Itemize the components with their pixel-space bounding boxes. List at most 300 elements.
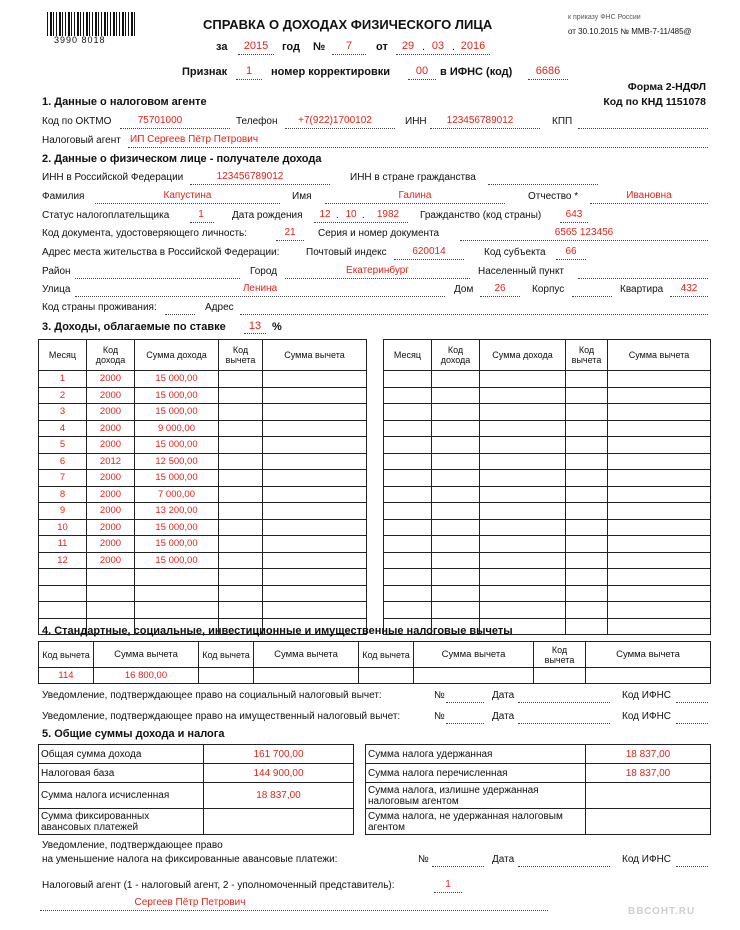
birth-year[interactable]: 1982: [376, 209, 400, 220]
income-sum-cell[interactable]: [480, 437, 566, 454]
income-code-cell[interactable]: [87, 585, 135, 602]
income-code-cell[interactable]: [432, 437, 480, 454]
income-code-cell[interactable]: 2000: [87, 404, 135, 421]
deduction-code-cell[interactable]: [566, 503, 608, 520]
form-title: СПРАВКА О ДОХОДАХ ФИЗИЧЕСКОГО ЛИЦА: [203, 17, 493, 32]
col-deduction-code: Код вычета: [566, 340, 608, 371]
empty-cell[interactable]: [199, 668, 254, 684]
deduction-sum-cell[interactable]: [608, 470, 711, 487]
income-sum-cell[interactable]: 15 000,00: [135, 371, 219, 388]
house-value[interactable]: 26: [494, 283, 506, 294]
deduction-sum-cell[interactable]: [263, 470, 367, 487]
notice-fixed-line2: на уменьшение налога на фиксированные авансовые платежи:: [42, 854, 338, 865]
income-sum-cell[interactable]: 15 000,00: [135, 387, 219, 404]
deduction-code-cell[interactable]: [566, 453, 608, 470]
foreign-address-label: Адрес: [205, 302, 234, 313]
agent-type-value[interactable]: 1: [445, 879, 451, 890]
month-cell[interactable]: 11: [39, 536, 87, 553]
income-code-cell[interactable]: [432, 569, 480, 586]
doc-series-label: Серия и номер документа: [318, 228, 440, 239]
income-sum-cell[interactable]: [135, 585, 219, 602]
month-cell[interactable]: [384, 503, 432, 520]
deduction-sum-cell[interactable]: [608, 602, 711, 619]
income-sum-cell[interactable]: [480, 404, 566, 421]
month-cell[interactable]: [384, 519, 432, 536]
no-label: №: [434, 711, 445, 722]
income-code-cell[interactable]: [432, 585, 480, 602]
deduction-sum-cell[interactable]: [608, 486, 711, 503]
table-row: [384, 602, 711, 619]
tax-base-value[interactable]: 144 900,00: [204, 764, 354, 783]
tax-calc-label: Сумма налога исчисленная: [39, 783, 204, 809]
form-name: Форма 2-НДФЛ: [627, 81, 706, 93]
ded-code-header: Код вычета: [199, 642, 254, 668]
table-row: [39, 371, 367, 388]
deduction-code-cell[interactable]: [566, 437, 608, 454]
month-cell[interactable]: [384, 420, 432, 437]
table-row: [39, 470, 367, 487]
col-deduction-sum: Сумма вычета: [263, 340, 367, 371]
month-cell[interactable]: 4: [39, 420, 87, 437]
income-code-cell[interactable]: 2000: [87, 437, 135, 454]
building-label: Корпус: [532, 284, 565, 295]
table-row: [384, 371, 711, 388]
col-income-code: Код дохода: [87, 340, 135, 371]
deduction-sum-cell[interactable]: [263, 404, 367, 421]
table-row: [39, 387, 367, 404]
month-cell[interactable]: [384, 552, 432, 569]
deduction-sum-cell[interactable]: [263, 387, 367, 404]
deduction-sum-cell[interactable]: [608, 519, 711, 536]
table-row: [384, 437, 711, 454]
deduction-code-cell[interactable]: [219, 602, 263, 619]
deduction-sum-cell[interactable]: [263, 453, 367, 470]
address-label: Адрес места жительства в Российской Федерации:: [42, 247, 280, 258]
deduction-code-cell[interactable]: [219, 404, 263, 421]
month-cell[interactable]: [384, 404, 432, 421]
month-cell[interactable]: [384, 486, 432, 503]
country-label: Код страны проживания:: [42, 302, 157, 313]
income-code-cell[interactable]: [432, 503, 480, 520]
ded-sum-header: Сумма вычета: [414, 642, 534, 668]
tax-calc-value[interactable]: 18 837,00: [204, 783, 354, 809]
table-row: [39, 420, 367, 437]
deduction-code-cell[interactable]: [219, 437, 263, 454]
month-cell[interactable]: [384, 602, 432, 619]
corr-value[interactable]: 00: [415, 65, 429, 77]
deduction-sum-cell[interactable]: [263, 437, 367, 454]
income-sum-cell[interactable]: [480, 602, 566, 619]
section4-title: 4. Стандартные, социальные, инвестиционные и имущественные налоговые вычеты: [42, 625, 513, 637]
month-cell[interactable]: [384, 437, 432, 454]
table-row: [384, 420, 711, 437]
col-month: Месяц: [39, 340, 87, 371]
section2-title: 2. Данные о физическом лице - получателе дохода: [42, 153, 322, 165]
date-month[interactable]: 03: [431, 40, 445, 52]
col-income-sum: Сумма дохода: [480, 340, 566, 371]
deduction-sum-cell[interactable]: [263, 569, 367, 586]
month-cell[interactable]: 3: [39, 404, 87, 421]
ded-sum-header: Сумма вычета: [94, 642, 199, 668]
deduction-sum-cell[interactable]: [263, 486, 367, 503]
deduction-sum-cell[interactable]: [263, 371, 367, 388]
tax-paid-value[interactable]: 18 837,00: [586, 764, 711, 783]
income-code-cell[interactable]: 2000: [87, 552, 135, 569]
deduction-code-cell[interactable]: [566, 618, 608, 635]
year-value[interactable]: 2015: [243, 40, 269, 52]
order-line1: к приказу ФНС России: [568, 14, 641, 21]
deduction-code-cell[interactable]: [219, 536, 263, 553]
month-cell[interactable]: [384, 387, 432, 404]
deduction-code-cell[interactable]: [566, 387, 608, 404]
deduction-code-cell[interactable]: [566, 552, 608, 569]
fixed-payments-value[interactable]: [204, 809, 354, 835]
year-label: год: [282, 41, 300, 53]
tax-paid-label: Сумма налога перечисленная: [366, 764, 586, 783]
empty-cell[interactable]: [254, 668, 359, 684]
income-sum-cell[interactable]: 15 000,00: [135, 519, 219, 536]
income-code-cell[interactable]: 2000: [87, 371, 135, 388]
month-cell[interactable]: 5: [39, 437, 87, 454]
income-code-cell[interactable]: 2000: [87, 519, 135, 536]
tax-excess-label: Сумма налога, излишне удержанная налоговым агентом: [366, 783, 586, 809]
city-value[interactable]: Екатеринбург: [346, 265, 409, 276]
month-cell[interactable]: 2: [39, 387, 87, 404]
region-value[interactable]: 66: [565, 246, 577, 257]
income-code-cell[interactable]: [432, 371, 480, 388]
col-deduction-code: Код вычета: [219, 340, 263, 371]
total-income-value[interactable]: 161 700,00: [204, 745, 354, 764]
month-cell[interactable]: [384, 585, 432, 602]
income-sum-cell[interactable]: [480, 503, 566, 520]
month-cell[interactable]: [384, 453, 432, 470]
deduction-sum-cell[interactable]: [263, 519, 367, 536]
income-sum-cell[interactable]: 12 500,00: [135, 453, 219, 470]
num-value[interactable]: 7: [345, 40, 353, 52]
deduction-sum-cell[interactable]: [263, 602, 367, 619]
section1-title: 1. Данные о налоговом агенте: [42, 96, 207, 108]
month-cell[interactable]: 10: [39, 519, 87, 536]
month-cell[interactable]: [384, 536, 432, 553]
month-cell[interactable]: 1: [39, 371, 87, 388]
table-row: [384, 387, 711, 404]
sign-value[interactable]: 1: [245, 65, 253, 77]
deduction-sum-cell[interactable]: [608, 371, 711, 388]
income-sum-cell[interactable]: [480, 519, 566, 536]
income-sum-cell[interactable]: [480, 420, 566, 437]
income-code-cell[interactable]: 2000: [87, 486, 135, 503]
income-sum-cell[interactable]: [480, 470, 566, 487]
income-sum-cell[interactable]: [480, 552, 566, 569]
patronymic-label: Отчество *: [528, 191, 579, 202]
ded-code-header: Код вычета: [359, 642, 414, 668]
date-day[interactable]: 29: [401, 40, 415, 52]
deduction-code-cell[interactable]: [566, 371, 608, 388]
inn-rf-value[interactable]: 123456789012: [216, 171, 284, 182]
from-label: от: [376, 41, 388, 53]
section5-title: 5. Общие суммы дохода и налога: [42, 728, 225, 740]
col-income-code: Код дохода: [432, 340, 480, 371]
deduction-code-cell[interactable]: [566, 404, 608, 421]
deduction-sum-cell[interactable]: [263, 503, 367, 520]
deduction-sum-cell[interactable]: [608, 552, 711, 569]
income-sum-cell[interactable]: [480, 585, 566, 602]
income-sum-cell[interactable]: 7 000,00: [135, 486, 219, 503]
col-income-sum: Сумма дохода: [135, 340, 219, 371]
income-code-cell[interactable]: [432, 552, 480, 569]
deduction-code-cell[interactable]: [219, 552, 263, 569]
table-row: [384, 404, 711, 421]
surname-value[interactable]: Капустина: [163, 190, 212, 201]
deduction-code-cell[interactable]: [219, 503, 263, 520]
date-year[interactable]: 2016: [460, 40, 486, 52]
income-sum-cell[interactable]: [135, 602, 219, 619]
deduction-sum-cell[interactable]: [263, 552, 367, 569]
deduction-code-cell[interactable]: [219, 387, 263, 404]
income-code-cell[interactable]: [432, 486, 480, 503]
inn-value[interactable]: 123456789012: [446, 115, 514, 126]
income-table-right: [383, 339, 711, 635]
income-sum-cell[interactable]: [480, 486, 566, 503]
deduction-code-cell[interactable]: [566, 519, 608, 536]
deduction-code-cell[interactable]: [219, 470, 263, 487]
empty-cell[interactable]: [359, 668, 414, 684]
tax-not-withheld-label: Сумма налога, не удержанная налоговым агентом: [366, 809, 586, 835]
region-label: Код субъекта: [484, 247, 546, 258]
table-row: [39, 453, 367, 470]
income-code-cell[interactable]: 2000: [87, 536, 135, 553]
totals-table: [38, 744, 711, 835]
ded-sum-header: Сумма вычета: [586, 642, 711, 668]
income-sum-cell[interactable]: [480, 453, 566, 470]
income-code-cell[interactable]: [432, 420, 480, 437]
deduction-sum-cell[interactable]: [263, 585, 367, 602]
month-cell[interactable]: [39, 585, 87, 602]
income-sum-cell[interactable]: 15 000,00: [135, 404, 219, 421]
empty-cell[interactable]: [534, 668, 586, 684]
date-label: Дата: [492, 711, 515, 722]
ifns-code-label: Код ИФНС: [622, 690, 672, 701]
deduction-code-cell[interactable]: [566, 470, 608, 487]
income-sum-cell[interactable]: 13 200,00: [135, 503, 219, 520]
table-row: [384, 585, 711, 602]
table-row: [39, 552, 367, 569]
deduction-sum-cell[interactable]: [608, 618, 711, 635]
corr-label: номер корректировки: [271, 66, 391, 78]
income-code-cell[interactable]: [87, 602, 135, 619]
ded-code-value[interactable]: 114: [39, 668, 94, 684]
deduction-sum-cell[interactable]: [608, 569, 711, 586]
month-cell[interactable]: [384, 371, 432, 388]
agent-label: Налоговый агент: [42, 135, 121, 146]
income-sum-cell[interactable]: 9 000,00: [135, 420, 219, 437]
deduction-code-cell[interactable]: [566, 602, 608, 619]
income-sum-cell[interactable]: [480, 536, 566, 553]
deduction-code-cell[interactable]: [566, 569, 608, 586]
notice-property: Уведомление, подтверждающее право на имущественный налоговый вычет:: [42, 711, 401, 722]
for-label: за: [216, 41, 228, 53]
birth-month[interactable]: 10: [345, 209, 357, 220]
table-row: [384, 453, 711, 470]
income-sum-cell[interactable]: 15 000,00: [135, 470, 219, 487]
district-label: Район: [42, 266, 71, 277]
no-label: №: [434, 690, 445, 701]
empty-cell[interactable]: [414, 668, 534, 684]
income-code-cell[interactable]: 2000: [87, 387, 135, 404]
table-row: [39, 486, 367, 503]
income-sum-cell[interactable]: 15 000,00: [135, 536, 219, 553]
fixed-payments-label: Сумма фиксированных авансовых платежей: [39, 809, 204, 835]
income-sum-cell[interactable]: [480, 569, 566, 586]
barcode: [47, 12, 137, 36]
ifns-code-label: Код ИФНС: [622, 854, 672, 865]
name-label: Имя: [292, 191, 312, 202]
deduction-sum-cell[interactable]: [608, 503, 711, 520]
doc-code-label: Код документа, удостоверяющего личность:: [42, 228, 248, 239]
status-value[interactable]: 1: [198, 209, 204, 220]
month-cell[interactable]: 9: [39, 503, 87, 520]
notice-social: Уведомление, подтверждающее право на социальный налоговый вычет:: [42, 690, 382, 701]
income-code-cell[interactable]: [432, 519, 480, 536]
month-cell[interactable]: 8: [39, 486, 87, 503]
income-code-cell[interactable]: 2012: [87, 453, 135, 470]
tax-withheld-label: Сумма налога удержанная: [366, 745, 586, 764]
table-row: [39, 519, 367, 536]
deduction-sum-cell[interactable]: [608, 420, 711, 437]
deduction-sum-cell[interactable]: [608, 536, 711, 553]
phone-value[interactable]: +7(922)1700102: [298, 115, 372, 126]
name-value[interactable]: Галина: [398, 190, 432, 201]
locality-label: Населенный пункт: [478, 266, 565, 277]
table-row: [39, 585, 367, 602]
income-code-cell[interactable]: [87, 569, 135, 586]
income-sum-cell[interactable]: 15 000,00: [135, 437, 219, 454]
date-label: Дата: [492, 690, 515, 701]
income-code-cell[interactable]: [432, 602, 480, 619]
income-table-left: [38, 339, 367, 635]
sign-label: Признак: [182, 66, 228, 78]
house-label: Дом: [454, 284, 474, 295]
deduction-code-cell[interactable]: [566, 420, 608, 437]
surname-label: Фамилия: [42, 191, 85, 202]
rate-value[interactable]: 13: [248, 320, 262, 332]
patronymic-value[interactable]: Ивановна: [626, 190, 672, 201]
flat-value[interactable]: 432: [680, 283, 698, 294]
deduction-code-cell[interactable]: [219, 453, 263, 470]
doc-series-value[interactable]: 6565 123456: [554, 227, 614, 238]
month-cell[interactable]: 7: [39, 470, 87, 487]
deduction-sum-cell[interactable]: [608, 387, 711, 404]
ifns-code-label: Код ИФНС: [622, 711, 672, 722]
income-sum-cell[interactable]: 15 000,00: [135, 552, 219, 569]
empty-cell[interactable]: [586, 668, 711, 684]
deduction-sum-cell[interactable]: [608, 437, 711, 454]
income-code-cell[interactable]: [432, 404, 480, 421]
barcode-number: 3990 8018: [54, 35, 106, 45]
month-cell[interactable]: [384, 569, 432, 586]
col-deduction-sum: Сумма вычета: [608, 340, 711, 371]
agent-value[interactable]: ИП Сергеев Пётр Петрович: [130, 134, 259, 145]
deductions-table: [38, 641, 711, 684]
income-code-cell[interactable]: 2000: [87, 503, 135, 520]
month-cell[interactable]: 6: [39, 453, 87, 470]
table-row: [384, 470, 711, 487]
citizenship-value[interactable]: 643: [565, 209, 583, 220]
income-code-cell[interactable]: [432, 536, 480, 553]
ded-code-header: Код вычета: [534, 642, 586, 668]
deduction-sum-cell[interactable]: [263, 536, 367, 553]
income-sum-cell[interactable]: [480, 387, 566, 404]
deduction-code-cell[interactable]: [566, 585, 608, 602]
income-code-cell[interactable]: 2000: [87, 470, 135, 487]
tax-not-withheld-value[interactable]: [586, 809, 711, 835]
citizenship-label: Гражданство (код страны): [420, 210, 542, 221]
income-code-cell[interactable]: [432, 453, 480, 470]
deduction-code-cell[interactable]: [219, 585, 263, 602]
postal-value[interactable]: 620014: [412, 246, 446, 257]
tax-withheld-value[interactable]: 18 837,00: [586, 745, 711, 764]
birth-day[interactable]: 12: [319, 209, 331, 220]
tax-excess-value[interactable]: [586, 783, 711, 809]
deduction-sum-cell[interactable]: [608, 404, 711, 421]
month-cell[interactable]: [384, 470, 432, 487]
deduction-code-cell[interactable]: [219, 569, 263, 586]
deduction-code-cell[interactable]: [219, 486, 263, 503]
street-label: Улица: [42, 284, 71, 295]
signer-name[interactable]: Сергеев Пётр Петрович: [134, 897, 246, 908]
deduction-code-cell[interactable]: [566, 536, 608, 553]
deduction-code-cell[interactable]: [566, 486, 608, 503]
street-value[interactable]: Ленина: [242, 283, 278, 294]
income-code-cell[interactable]: [432, 387, 480, 404]
deduction-sum-cell[interactable]: [608, 585, 711, 602]
deduction-sum-cell[interactable]: [263, 420, 367, 437]
income-sum-cell[interactable]: [480, 371, 566, 388]
inn-rf-label: ИНН в Российской Федерации: [42, 172, 184, 183]
deduction-code-cell[interactable]: [219, 371, 263, 388]
ifns-value[interactable]: 6686: [535, 65, 561, 77]
income-code-cell[interactable]: [432, 470, 480, 487]
inn-cit-label: ИНН в стране гражданства: [350, 172, 476, 183]
income-code-cell[interactable]: 2000: [87, 420, 135, 437]
flat-label: Квартира: [620, 284, 664, 295]
table-row: [384, 486, 711, 503]
ifns-label: в ИФНС (код): [440, 66, 513, 78]
table-row: [39, 503, 367, 520]
deduction-code-cell[interactable]: [219, 519, 263, 536]
notice-fixed-line1: Уведомление, подтверждающее право: [42, 840, 223, 851]
date-label: Дата: [492, 854, 515, 865]
ded-sum-value[interactable]: 16 800,00: [94, 668, 199, 684]
table-row: [39, 602, 367, 619]
month-cell[interactable]: 12: [39, 552, 87, 569]
income-sum-cell[interactable]: [135, 569, 219, 586]
month-cell[interactable]: [39, 602, 87, 619]
watermark: ВВСОНТ.RU: [628, 906, 696, 917]
month-cell[interactable]: [39, 569, 87, 586]
table-row: [384, 536, 711, 553]
table-row: [384, 503, 711, 520]
order-line2: от 30.10.2015 № ММВ-7-11/485@: [568, 27, 692, 36]
table-row: [384, 552, 711, 569]
oktmo-value[interactable]: 75701000: [137, 115, 183, 126]
doc-code-value[interactable]: 21: [284, 227, 296, 238]
deduction-code-cell[interactable]: [219, 420, 263, 437]
inn-label: ИНН: [405, 116, 427, 127]
kpp-label: КПП: [552, 116, 573, 127]
deduction-sum-cell[interactable]: [608, 453, 711, 470]
city-label: Город: [250, 266, 278, 277]
